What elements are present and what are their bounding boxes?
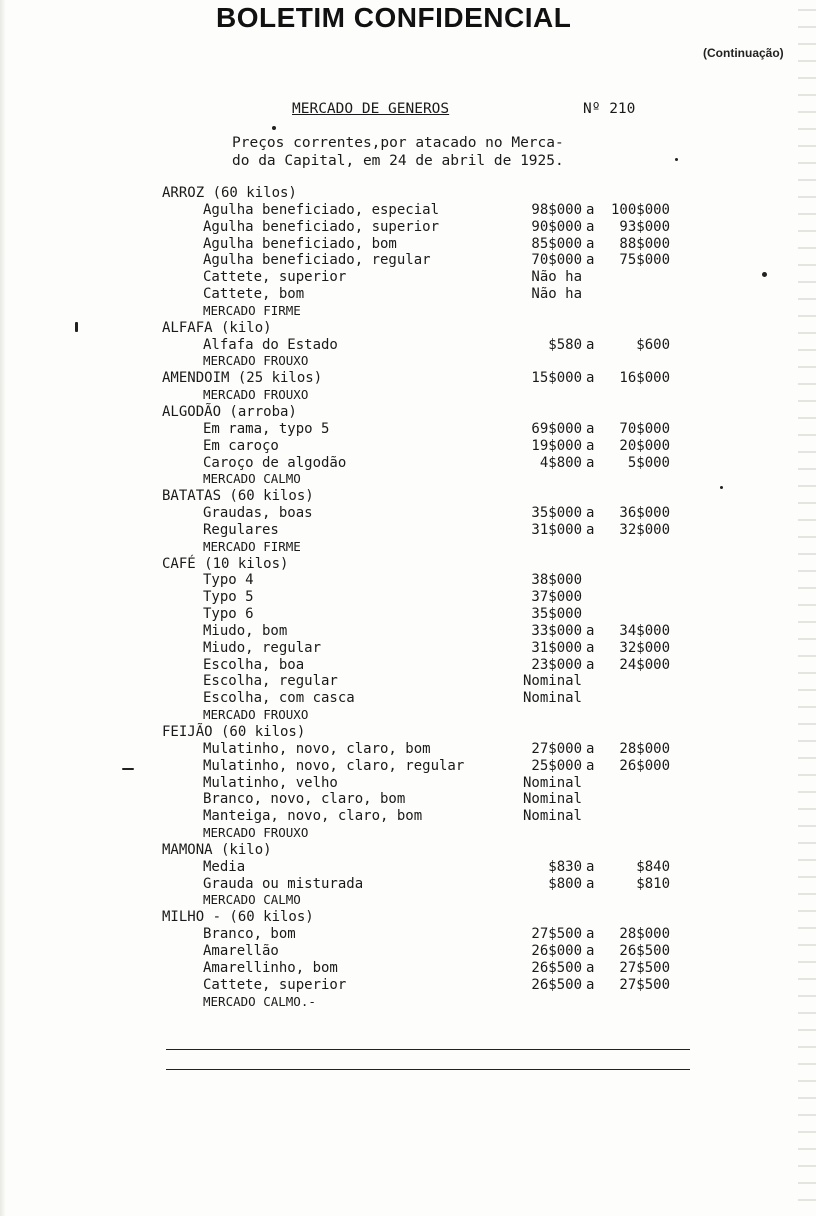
price-high: 26$000	[619, 757, 670, 774]
price-low: 27$500	[531, 926, 582, 943]
price-high: 16$000	[619, 370, 670, 387]
price-low: 31$000	[531, 521, 582, 538]
price-high: 100$000	[610, 201, 670, 218]
price-separator: a	[586, 740, 595, 757]
item-label: Caroço de algodão	[203, 454, 347, 471]
ink-speck	[272, 126, 276, 130]
price-row	[162, 421, 722, 438]
price-low: Não ha	[531, 286, 582, 303]
price-low: 19$000	[531, 437, 582, 454]
item-label: Mulatinho, novo, claro, regular	[203, 757, 465, 774]
price-row	[162, 943, 722, 960]
price-row	[162, 269, 722, 286]
price-high: 75$000	[619, 252, 670, 269]
price-high: 20$000	[619, 437, 670, 454]
item-label: Manteiga, novo, claro, bom	[203, 808, 423, 825]
category-row	[162, 185, 722, 202]
item-label: FEIJÃO (60 kilos)	[162, 724, 306, 740]
price-high: 34$000	[619, 622, 670, 639]
price-row	[162, 522, 722, 539]
price-high: $810	[636, 875, 670, 892]
price-low: 33$000	[531, 622, 582, 639]
price-low: 27$000	[531, 740, 582, 757]
item-label: Cattete, superior	[203, 976, 347, 993]
price-low: Nominal	[522, 808, 582, 825]
price-low: Nominal	[522, 791, 582, 808]
market-status-row	[162, 387, 722, 404]
price-row	[162, 219, 722, 236]
price-row	[162, 455, 722, 472]
item-label: Cattete, bom	[203, 286, 305, 303]
price-low: 26$000	[531, 942, 582, 959]
price-high: $600	[636, 336, 670, 353]
price-row	[162, 960, 722, 977]
price-separator: a	[586, 959, 595, 976]
price-low: 69$000	[531, 420, 582, 437]
price-low: 25$000	[531, 757, 582, 774]
price-row	[162, 337, 722, 354]
intro-text	[232, 134, 564, 170]
price-row	[162, 758, 722, 775]
intro-line-1: Preços correntes,por atacado no Merca-	[232, 135, 564, 151]
market-status-row	[162, 892, 722, 909]
divider-rule-2	[166, 1069, 690, 1070]
price-low: 31$000	[531, 639, 582, 656]
price-separator: a	[586, 656, 595, 673]
item-label: AMENDOIM (25 kilos)	[162, 370, 323, 387]
price-high: 24$000	[619, 656, 670, 673]
price-row	[162, 572, 722, 589]
price-low: Nominal	[522, 690, 582, 707]
divider-rule-1	[166, 1049, 690, 1050]
item-label: ALGODÃO (arroba)	[162, 403, 297, 420]
price-row	[162, 926, 722, 943]
item-label: MERCADO CALMO	[203, 892, 301, 908]
price-separator: a	[586, 521, 595, 538]
price-separator: a	[586, 235, 595, 252]
item-label: Branco, bom	[203, 926, 296, 943]
page-edge-right	[798, 0, 816, 1216]
category-row	[162, 556, 722, 573]
price-row	[162, 589, 722, 606]
item-label: ARROZ (60 kilos)	[162, 185, 297, 201]
price-low: $580	[548, 336, 582, 353]
category-row	[162, 909, 722, 926]
price-row	[162, 505, 722, 522]
price-separator: a	[586, 420, 595, 437]
price-low: 70$000	[531, 252, 582, 269]
item-label: Grauda ou misturada	[203, 875, 364, 892]
price-high: 28$000	[619, 740, 670, 757]
item-label: BATATAS (60 kilos)	[162, 488, 314, 505]
category-row	[162, 724, 722, 741]
price-row	[162, 741, 722, 758]
item-label: Graudas, boas	[203, 505, 313, 522]
category-row	[162, 488, 722, 505]
price-low: Nominal	[522, 774, 582, 791]
item-label: MERCADO FROUXO	[203, 825, 309, 841]
market-status-row	[162, 707, 722, 724]
price-separator: a	[586, 942, 595, 959]
price-low: 26$500	[531, 959, 582, 976]
price-separator: a	[586, 757, 595, 774]
price-high: 5$000	[627, 454, 670, 471]
price-low: 85$000	[531, 235, 582, 252]
ink-speck	[75, 322, 78, 332]
market-status-row	[162, 539, 722, 556]
price-high: $840	[636, 858, 670, 875]
item-label: Escolha, boa	[203, 656, 305, 673]
category-row	[162, 404, 722, 421]
price-low: 37$000	[531, 589, 582, 606]
item-label: Agulha beneficiado, regular	[203, 252, 431, 269]
market-status-row	[162, 471, 722, 488]
item-label: Escolha, com casca	[203, 690, 355, 707]
item-label: Typo 4	[203, 572, 254, 589]
item-label: Miudo, bom	[203, 622, 288, 639]
item-label: Mulatinho, velho	[203, 774, 338, 791]
price-row	[162, 808, 722, 825]
price-low: 38$000	[531, 572, 582, 589]
category-row	[162, 370, 722, 387]
price-high: 27$500	[619, 976, 670, 993]
price-high: 26$500	[619, 942, 670, 959]
item-label: Branco, novo, claro, bom	[203, 791, 406, 808]
price-row	[162, 438, 722, 455]
price-high: 32$000	[619, 521, 670, 538]
price-high: 70$000	[619, 420, 670, 437]
market-status-row	[162, 825, 722, 842]
item-label: MERCADO FROUXO	[203, 707, 309, 723]
price-separator: a	[586, 505, 595, 522]
price-low: 23$000	[531, 656, 582, 673]
item-label: Mulatinho, novo, claro, bom	[203, 740, 431, 757]
price-separator: a	[586, 622, 595, 639]
item-label: Em caroço	[203, 437, 279, 454]
item-label: MERCADO FROUXO	[203, 387, 309, 403]
item-label: Agulha beneficiado, bom	[203, 235, 397, 252]
item-label: MERCADO FIRME	[203, 538, 301, 554]
item-label: Media	[203, 858, 246, 875]
price-high: 27$500	[619, 959, 670, 976]
price-row	[162, 791, 722, 808]
item-label: MERCADO FROUXO	[203, 353, 309, 369]
price-separator: a	[586, 976, 595, 993]
price-high: 88$000	[619, 235, 670, 252]
price-row	[162, 775, 722, 792]
market-status-row	[162, 353, 722, 370]
price-row	[162, 977, 722, 994]
price-row	[162, 623, 722, 640]
ink-speck	[720, 486, 723, 489]
item-label: Miudo, regular	[203, 639, 322, 656]
price-low: 35$000	[531, 505, 582, 522]
ink-speck	[762, 272, 767, 277]
price-separator: a	[586, 639, 595, 656]
price-low: $830	[548, 858, 582, 875]
item-label: MAMONA (kilo)	[162, 841, 272, 858]
page-edge-left	[0, 0, 6, 1216]
price-separator: a	[586, 454, 595, 471]
price-separator: a	[586, 858, 595, 875]
price-row	[162, 876, 722, 893]
item-label: MERCADO CALMO.-	[203, 993, 316, 1009]
item-label: Typo 5	[203, 589, 254, 606]
price-row	[162, 640, 722, 657]
price-high: 93$000	[619, 218, 670, 235]
item-label: Amarellão	[203, 942, 279, 959]
item-label: ALFAFA (kilo)	[162, 319, 272, 336]
price-separator: a	[586, 201, 595, 218]
item-label: Em rama, typo 5	[203, 420, 330, 437]
bulletin-number: Nº 210	[583, 101, 636, 117]
price-low: Nominal	[522, 673, 582, 690]
item-label: CAFÉ (10 kilos)	[162, 555, 289, 572]
price-row	[162, 859, 722, 876]
item-label: Escolha, regular	[203, 673, 338, 690]
section-title: MERCADO DE GENEROS	[292, 101, 450, 117]
price-high: 28$000	[619, 926, 670, 943]
price-separator: a	[586, 370, 595, 387]
price-row	[162, 690, 722, 707]
price-low: 90$000	[531, 218, 582, 235]
item-label: Typo 6	[203, 606, 254, 623]
masthead-title: BOLETIM CONFIDENCIAL	[216, 2, 572, 33]
market-status-row	[162, 994, 722, 1011]
price-high: 32$000	[619, 639, 670, 656]
price-separator: a	[586, 252, 595, 269]
item-label: Amarellinho, bom	[203, 959, 338, 976]
item-label: Agulha beneficiado, superior	[203, 218, 440, 235]
price-listing	[162, 185, 722, 1010]
market-status-row	[162, 303, 722, 320]
price-row	[162, 657, 722, 674]
item-label: Cattete, superior	[203, 269, 347, 286]
price-row	[162, 606, 722, 623]
price-row	[162, 236, 722, 253]
price-low: 15$000	[531, 370, 582, 387]
price-low: 35$000	[531, 606, 582, 623]
price-row	[162, 202, 722, 219]
price-separator: a	[586, 437, 595, 454]
continuation-note: (Continuação)	[703, 46, 784, 60]
price-low: 26$500	[531, 976, 582, 993]
price-low: 98$000	[531, 201, 582, 218]
item-label: MILHO - (60 kilos)	[162, 909, 314, 926]
item-label: MERCADO CALMO	[203, 471, 301, 487]
price-row	[162, 252, 722, 269]
ink-speck	[122, 768, 134, 770]
intro-line-2: do da Capital, em 24 de abril de 1925.	[232, 153, 564, 169]
category-row	[162, 842, 722, 859]
item-label: Alfafa do Estado	[203, 336, 338, 353]
price-separator: a	[586, 336, 595, 353]
category-row	[162, 320, 722, 337]
price-low: $800	[548, 875, 582, 892]
price-row	[162, 286, 722, 303]
price-row	[162, 673, 722, 690]
price-separator: a	[586, 218, 595, 235]
ink-speck	[675, 158, 678, 161]
item-label: Regulares	[203, 521, 279, 538]
price-low: 4$800	[539, 454, 582, 471]
price-separator: a	[586, 875, 595, 892]
item-label: MERCADO FIRME	[203, 302, 301, 318]
price-separator: a	[586, 926, 595, 943]
price-high: 36$000	[619, 505, 670, 522]
item-label: Agulha beneficiado, especial	[203, 201, 440, 218]
price-low: Não ha	[531, 269, 582, 286]
